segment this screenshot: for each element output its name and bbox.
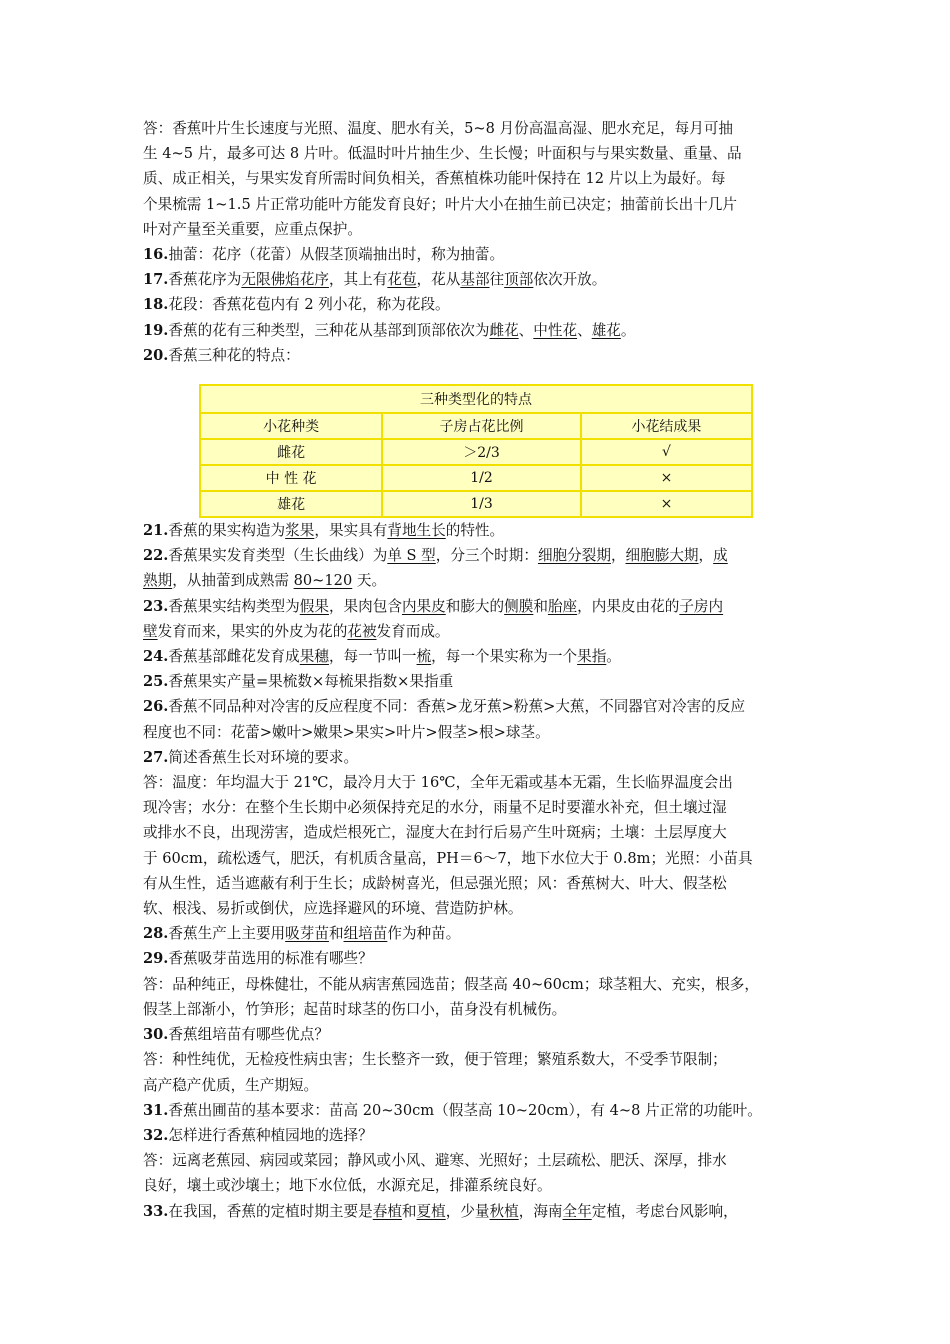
underlined-term: 80~120 <box>293 572 353 590</box>
text-line <box>143 242 811 267</box>
text-line <box>143 1073 811 1098</box>
table-caption-row <box>200 385 752 413</box>
table-cell: 雌花 <box>200 439 382 465</box>
underlined-term: 梳 <box>416 648 432 666</box>
underlined-term: 秋植 <box>489 1202 519 1220</box>
text-line <box>143 770 811 795</box>
question-number: 33. <box>143 1202 169 1220</box>
table-cell: 雄花 <box>200 491 382 517</box>
text-segment: 香蕉花序为 <box>168 271 242 289</box>
text-segment: 有从生性，适当遮蔽有利于生长；成龄树喜光，但忌强光照；风：香蕉树大、叶大、假茎松 <box>143 874 727 892</box>
underlined-term: 花被 <box>347 622 377 640</box>
underlined-term: 全年 <box>562 1202 592 1220</box>
text-segment: ，花从 <box>416 271 461 289</box>
text-segment: 和 <box>533 597 548 615</box>
question-number: 22. <box>143 547 169 565</box>
underlined-term: 果指 <box>577 648 607 666</box>
text-segment: 在我国，香蕉的定植时期主要是 <box>168 1202 373 1220</box>
underlined-term: 夏植 <box>416 1202 446 1220</box>
text-segment: 怎样进行香蕉种植园地的选择？ <box>168 1126 373 1144</box>
underlined-term: 顶部 <box>504 271 534 289</box>
text-segment: 香蕉不同品种对冷害的反应程度不同：香蕉>龙牙蕉>粉蕉>大蕉，不同器官对冷害的反应 <box>168 698 746 716</box>
text-line <box>143 217 811 242</box>
text-segment: 香蕉的花有三种类型，三种花从基部到顶部依次为 <box>168 321 490 339</box>
text-block-top <box>143 116 811 368</box>
text-segment: ，每一节叫一 <box>328 648 417 666</box>
text-segment: 现冷害；水分：在整个生长期中必须保持充足的水分，雨量不足时要灌水补充，但土壤过湿 <box>143 799 727 817</box>
question-number: 21. <box>143 522 169 540</box>
text-segment: ，少量 <box>445 1202 490 1220</box>
underlined-term: 假果 <box>299 597 329 615</box>
text-segment: 的特性。 <box>445 522 505 540</box>
text-segment: ，其上有 <box>328 271 388 289</box>
text-segment: 答：品种纯正，母株健壮，不能从病害蕉园选苗；假茎高 40~60cm；球茎粗大、充实，根多， <box>143 975 759 993</box>
underlined-term: 单 S 型 <box>387 547 436 565</box>
table-cell: × <box>581 491 752 517</box>
underlined-term: 熟期 <box>143 572 173 590</box>
underlined-term: 内果皮 <box>401 597 446 615</box>
text-line <box>143 1022 811 1047</box>
underlined-term: 子房内 <box>679 597 724 615</box>
text-line <box>143 972 811 997</box>
text-segment: 、 <box>518 321 534 339</box>
text-line <box>143 720 811 745</box>
text-segment: 或排水不良，出现涝害，造成烂根死亡，湿度大在封行后易产生叶斑病；土壤：土层厚度大 <box>143 824 727 842</box>
text-line <box>143 619 811 644</box>
text-segment: 质、成正相关，与果实发育所需时间负相关，香蕉植株功能叶保持在 12 片以上为最好。每 <box>143 170 726 188</box>
text-segment: 。 <box>606 648 621 666</box>
question-number: 26. <box>143 698 169 716</box>
text-segment: ，每一个果实称为一个 <box>431 648 578 666</box>
text-line <box>143 267 811 292</box>
table-cell: × <box>581 465 752 491</box>
underlined-term: 中性花 <box>533 321 578 339</box>
underlined-term: 花苞 <box>387 271 417 289</box>
text-line <box>143 166 811 191</box>
table-cell: √ <box>581 439 752 465</box>
text-line <box>143 343 811 368</box>
underlined-term: 细胞膨大期 <box>625 547 699 565</box>
text-line <box>143 896 811 921</box>
question-number: 27. <box>143 748 169 766</box>
underlined-term: 胎座 <box>547 597 578 615</box>
text-segment: 依次开放。 <box>533 271 607 289</box>
question-number: 19. <box>143 321 169 339</box>
table-header-row <box>200 413 752 439</box>
table-caption: 三种类型化的特点 <box>200 385 752 413</box>
text-line <box>143 694 811 719</box>
question-number: 30. <box>143 1026 169 1044</box>
underlined-term: 壁 <box>143 622 158 640</box>
text-segment: ， <box>610 547 626 565</box>
question-number: 17. <box>143 271 169 289</box>
text-segment: ，从抽蕾到成熟需 <box>172 572 294 590</box>
underlined-term: 雌花 <box>489 321 519 339</box>
text-segment: 香蕉果实发育类型（生长曲线）为 <box>168 547 388 565</box>
table-header-cell: 小花种类 <box>200 413 382 439</box>
text-line <box>143 871 811 896</box>
text-segment: ，分三个时期： <box>435 547 538 565</box>
text-line <box>143 745 811 770</box>
text-segment: 作为种苗。 <box>387 925 461 943</box>
flower-types-table <box>199 384 753 518</box>
text-segment: 香蕉吸芽苗选用的标准有哪些？ <box>168 950 373 968</box>
text-block-bottom <box>143 518 811 1224</box>
text-segment: 发育而来，果实的外皮为花的 <box>157 622 348 640</box>
text-line <box>143 141 811 166</box>
question-number: 31. <box>143 1101 169 1119</box>
text-segment: 假茎上部渐小，竹笋形；起苗时球茎的伤口小，苗身没有机械伤。 <box>143 1000 567 1018</box>
table-cell: ＞2/3 <box>382 439 581 465</box>
text-segment: 程度也不同：花蕾>嫩叶>嫩果>果实>叶片>假茎>根>球茎。 <box>143 723 550 741</box>
text-segment: 和膨大的 <box>445 597 505 615</box>
document-page <box>143 116 811 1224</box>
text-line <box>143 1047 811 1072</box>
text-line <box>143 116 811 141</box>
text-line <box>143 997 811 1022</box>
text-line <box>143 518 811 543</box>
text-segment: 。 <box>620 321 636 339</box>
text-segment: 于 60cm，疏松透气，肥沃，有机质含量高，PH＝6～7，地下水位大于 0.8m；光照：小苗具 <box>143 849 753 867</box>
text-segment: 香蕉出圃苗的基本要求：苗高 20~30cm（假茎高 10~20cm），有 4~8 片正常的功能叶。 <box>168 1101 762 1119</box>
underlined-term: 春植 <box>372 1202 402 1220</box>
underlined-term: 成 <box>713 547 728 565</box>
text-line <box>143 318 811 343</box>
text-line <box>143 292 811 317</box>
question-number: 32. <box>143 1126 169 1144</box>
text-line <box>143 1123 811 1148</box>
underlined-term: 吸芽苗 <box>285 925 329 943</box>
text-segment: 香蕉三种花的特点： <box>168 346 300 364</box>
question-number: 24. <box>143 648 169 666</box>
table-cell: 1/2 <box>382 465 581 491</box>
text-segment: 定植，考虑台风影响， <box>591 1202 738 1220</box>
text-segment: 香蕉果实产量=果梳数×每梳果指数×果指重 <box>168 673 454 691</box>
question-number: 28. <box>143 925 169 943</box>
text-segment: 个果梳需 1~1.5 片正常功能叶方能发育良好；叶片大小在抽生前已决定；抽蕾前长出十几片 <box>143 195 737 213</box>
text-line <box>143 1173 811 1198</box>
text-segment: 花段：香蕉花苞内有 2 列小花，称为花段。 <box>168 296 450 314</box>
text-segment: 香蕉组培苗有哪些优点？ <box>168 1026 329 1044</box>
text-segment: 香蕉生产上主要用 <box>168 925 286 943</box>
table-cell: 中 性 花 <box>200 465 382 491</box>
underlined-term: 浆果 <box>285 522 315 540</box>
text-segment: 香蕉基部雌花发育成 <box>168 648 300 666</box>
question-number: 16. <box>143 246 169 264</box>
table-header-cell: 小花结成果 <box>581 413 752 439</box>
question-number: 18. <box>143 296 169 314</box>
question-number: 20. <box>143 346 169 364</box>
underlined-term: 组培苗 <box>343 925 388 943</box>
text-segment: 答：温度：年均温大于 21℃，最冷月大于 16℃，全年无霜或基本无霜，生长临界温度会出 <box>143 774 733 792</box>
text-segment: 简述香蕉生长对环境的要求。 <box>168 748 359 766</box>
text-line <box>143 1098 811 1123</box>
text-segment: 良好，壤土或沙壤土；地下水位低，水源充足，排灌系统良好。 <box>143 1177 552 1195</box>
underlined-term: 无限佛焰花序 <box>241 271 329 289</box>
text-line <box>143 820 811 845</box>
underlined-term: 雄花 <box>591 321 621 339</box>
text-line <box>143 1199 811 1224</box>
text-segment: 答：远离老蕉园、病园或菜园；静风或小风、避寒、光照好；土层疏松、肥沃、深厚，排水 <box>143 1152 727 1170</box>
underlined-term: 果穗 <box>299 648 329 666</box>
text-segment: 香蕉的果实构造为 <box>168 522 286 540</box>
text-segment: 软、根浅、易折或倒伏，应选择避风的环境、营造防护林。 <box>143 900 523 918</box>
table-row <box>200 491 752 517</box>
text-segment: 答：种性纯优，无检疫性病虫害；生长整齐一致，便于管理；繁殖系数大，不受季节限制； <box>143 1051 727 1069</box>
text-segment: ，内果皮由花的 <box>577 597 680 615</box>
underlined-term: 背地生长 <box>387 522 446 540</box>
text-line <box>143 669 811 694</box>
text-line <box>143 921 811 946</box>
flower-types-table-wrapper <box>199 384 753 518</box>
text-segment: 和 <box>401 1202 417 1220</box>
underlined-term: 细胞分裂期 <box>537 547 611 565</box>
text-segment: 高产稳产优质，生产期短。 <box>143 1076 319 1094</box>
question-number: 29. <box>143 950 169 968</box>
text-segment: 发育而成。 <box>376 622 450 640</box>
text-line <box>143 568 811 593</box>
text-segment: 答：香蕉叶片生长速度与光照、温度、肥水有关，5~8 月份高温高湿、肥水充足，每月可抽 <box>143 120 734 137</box>
text-line <box>143 1148 811 1173</box>
underlined-term: 基部 <box>460 271 490 289</box>
text-segment: ， <box>698 547 714 565</box>
text-line <box>143 543 811 568</box>
table-row <box>200 439 752 465</box>
table-header-cell: 子房占花比例 <box>382 413 581 439</box>
table-cell: 1/3 <box>382 491 581 517</box>
text-segment: ，果实具有 <box>314 522 388 540</box>
text-segment: 叶对产量至关重要，应重点保护。 <box>143 220 362 238</box>
text-segment: 生 4~5 片，最多可达 8 片叶。低温时叶片抽生少、生长慢；叶面积与与果实数量、重量、品 <box>143 145 742 163</box>
text-segment: 往 <box>489 271 505 289</box>
text-segment: 抽蕾：花序（花蕾）从假茎顶端抽出时，称为抽蕾。 <box>168 246 505 264</box>
text-segment: ，果肉包含 <box>328 597 402 615</box>
text-line <box>143 594 811 619</box>
text-segment: 香蕉果实结构类型为 <box>168 597 300 615</box>
text-segment: 和 <box>328 925 344 943</box>
text-line <box>143 946 811 971</box>
text-segment: ，海南 <box>518 1202 563 1220</box>
table-row <box>200 465 752 491</box>
text-line <box>143 192 811 217</box>
text-segment: 、 <box>577 321 592 339</box>
text-line <box>143 795 811 820</box>
text-segment: 天。 <box>352 572 387 590</box>
question-number: 25. <box>143 673 169 691</box>
underlined-term: 侧膜 <box>504 597 534 615</box>
question-number: 23. <box>143 597 169 615</box>
text-line <box>143 644 811 669</box>
text-line <box>143 846 811 871</box>
